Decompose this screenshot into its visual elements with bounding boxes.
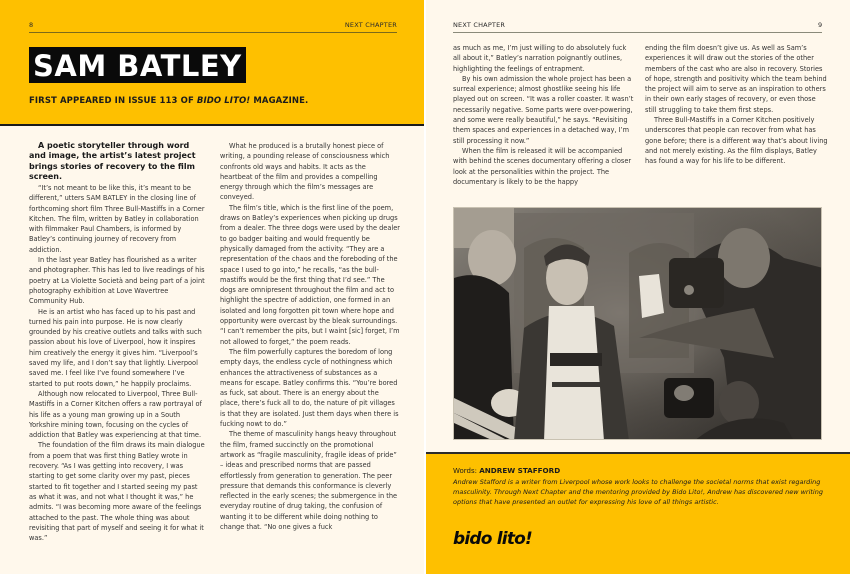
paragraph: The theme of masculinity hangs heavy throughout the film, framed succinctly on the promotional artwork as “fragile masculinity, fragile ideas of pride” – ideas and prescribed norms that are passed effortlessly from generation to generation. The peer pressure that demands this conformance is cleverly reflected in the early scenes; the submergence in the everyday routine of drug taking, the confusion of wanting it to be different while doing nothing to change that. “No one gives a fuck — [220, 430, 398, 531]
running-head-right: NEXT CHAPTER — [453, 21, 506, 29]
first-appeared-magazine: BIDO LITO! — [196, 96, 251, 106]
first-appeared-prefix: FIRST APPEARED IN ISSUE 113 OF — [29, 96, 197, 106]
bido-lito-logo: bido lito! — [453, 529, 532, 549]
author-bio: Andrew Stafford is a writer from Liverpool whose work looks to challenge the societal norms that exist regarding masculinity. Through Next Chapter and the mentoring provided by Bido Lito!, Andrew has discovered new writing options that have presented an outlet for expressing his love of all things artistic. — [453, 478, 823, 507]
running-head: NEXT CHAPTER — [344, 21, 397, 29]
paragraph: What he produced is a brutally honest piece of writing, a pounding release of consciousness which confronts old ways and habits. It acts as the heartbeat of the film and provides a compelling energy through which the film’s messages are conveyed. — [220, 142, 390, 202]
header-rule-right — [453, 32, 822, 33]
paragraph: ending the film doesn’t give us. As well as Sam’s experiences it will draw out the stories of the other members of the cast who are also in recovery. Stories of hope, strength and positivity which the team behind the project will aim to serve as an inspiration to others in their own early stages of recovery, or even those still struggling to take them first steps. — [645, 44, 827, 114]
paragraph: Although now relocated to Liverpool, Three Bull-Mastiffs in a Corner Kitchen offers a raw portrayal of his life as a young man growing up in a South Yorkshire mining town, focusing on the cycles of addiction that Batley was experiencing at that time. — [29, 389, 202, 440]
body-column-3 — [453, 43, 635, 187]
paragraph: By his own admission the whole project has been a surreal experience; almost ghostlike seeing his life played out on screen. “It was a roller coaster. It wasn’t necessarily negative. Some parts were over-powering, and some were really beautiful,” he says. “Revisiting them spaces and experiences in a detached way, I’m still processing it now.” — [453, 74, 634, 145]
body-column-1 — [29, 183, 205, 543]
paragraph: The foundation of the film draws its main dialogue from a poem that was first thing Batley wrote in recovery. “As I was getting into recovery, I was starting to get some clarity over my past, pieces started to fit together and I started seeing my past as what it was, and not what I thought it was,” he admits. “I was becoming more aware of the feelings attached to the past. The whole thing was about revisiting that part of myself and seeing it for what it was.” — [29, 441, 205, 543]
credit-label: Words: — [453, 467, 480, 475]
photo-illustration — [454, 208, 822, 440]
paragraph: as much as me, I’m just willing to do absolutely fuck all about it,” Batley’s narration poignantly outlines, highlighting the feelings of entrapment. — [453, 44, 627, 73]
paragraph: The film powerfully captures the boredom of long empty days, the endless cycle of nothingness which enhances the attractiveness of substances as a means for escape. Batley confirms this. “You’re bored as fuck, sat about. There is an energy about the place, there’s fuck all to do, the nature of pit villages is that they are isolated. Just them days when there is fucking nowt to do.” — [220, 347, 399, 429]
paragraph: When the film is released it will be accompanied with behind the scenes documentary offering a closer look at the personalities within the project. The documentary is likely to be the happy — [453, 146, 632, 186]
page-number: 8 — [29, 21, 34, 29]
body-column-4 — [645, 43, 829, 167]
first-appeared-note — [29, 96, 308, 106]
paragraph: In the last year Batley has flourished as a writer and photographer. This has led to live readings of his poetry at La Violette Società and being part of a joint photography exhibition at Love Wavertree Community Hub. — [29, 256, 205, 306]
body-column-2 — [220, 141, 400, 532]
header-rule — [29, 32, 397, 33]
article-title-text: SAM BATLEY — [33, 49, 242, 83]
lede-paragraph — [29, 141, 199, 182]
article-photo — [453, 207, 822, 440]
left-page — [0, 0, 424, 574]
page-number-right: 9 — [818, 21, 823, 29]
author-name: ANDREW STAFFORD — [479, 466, 561, 475]
first-appeared-suffix: MAGAZINE. — [250, 96, 309, 106]
paragraph: The film’s title, which is the first line of the poem, draws on Batley’s experiences when picking up drugs from a dealer. The three dogs were used by the dealer to go badger baiting and would frequently be physically damaged from the activity. “They are a representation of the chaos and the foreboding of the space I used to go into,” he recalls, “as the bull-mastiffs would be the first thing that I’d see.” The dogs are omnipresent throughout the film and act to highlight the spectre of addiction, one formed in an isolated and long forgotten pit town where hope and opportunity were overcast by the bleak surroundings. “I can’t remember the pits, but I waint [sic] forget, I’m not allowed to forget,” the poem reads. — [220, 203, 400, 346]
article-title — [29, 47, 246, 83]
lede-text: A poetic storyteller through word and image, the artist’s latest project brings stories of recovery to the film screen. — [29, 141, 196, 181]
paragraph: Three Bull-Mastiffs in a Corner Kitchen positively underscores that people can recover from what has gone before; there is a different way that’s about living and not merely existing. As the film displays, Batley has found a way for his life to be different. — [645, 116, 828, 166]
author-credit — [453, 466, 560, 475]
paragraph: He is an artist who has faced up to his past and turned his pain into purpose. He is now clearly grounded by his creative outlets and talks with such passion about his love of Liverpool, how it inspires him creatively the energy it gives him. “Liverpool’s saved my life, and I don’t say that lightly. Liverpool saved me. I feel like I’ve found somewhere I’ve started to put roots down,” he happily proclaims. — [29, 307, 202, 388]
paragraph: “It’s not meant to be like this, it’s meant to be different,” utters SAM BATLEY in the closing line of forthcoming short film Three Bull-Mastiffs in a Corner Kitchen. The film, written by Batley in collaboration with filmmaker Paul Chambers, is informed by Batley’s continuing journey of recovery from addiction. — [29, 184, 205, 254]
